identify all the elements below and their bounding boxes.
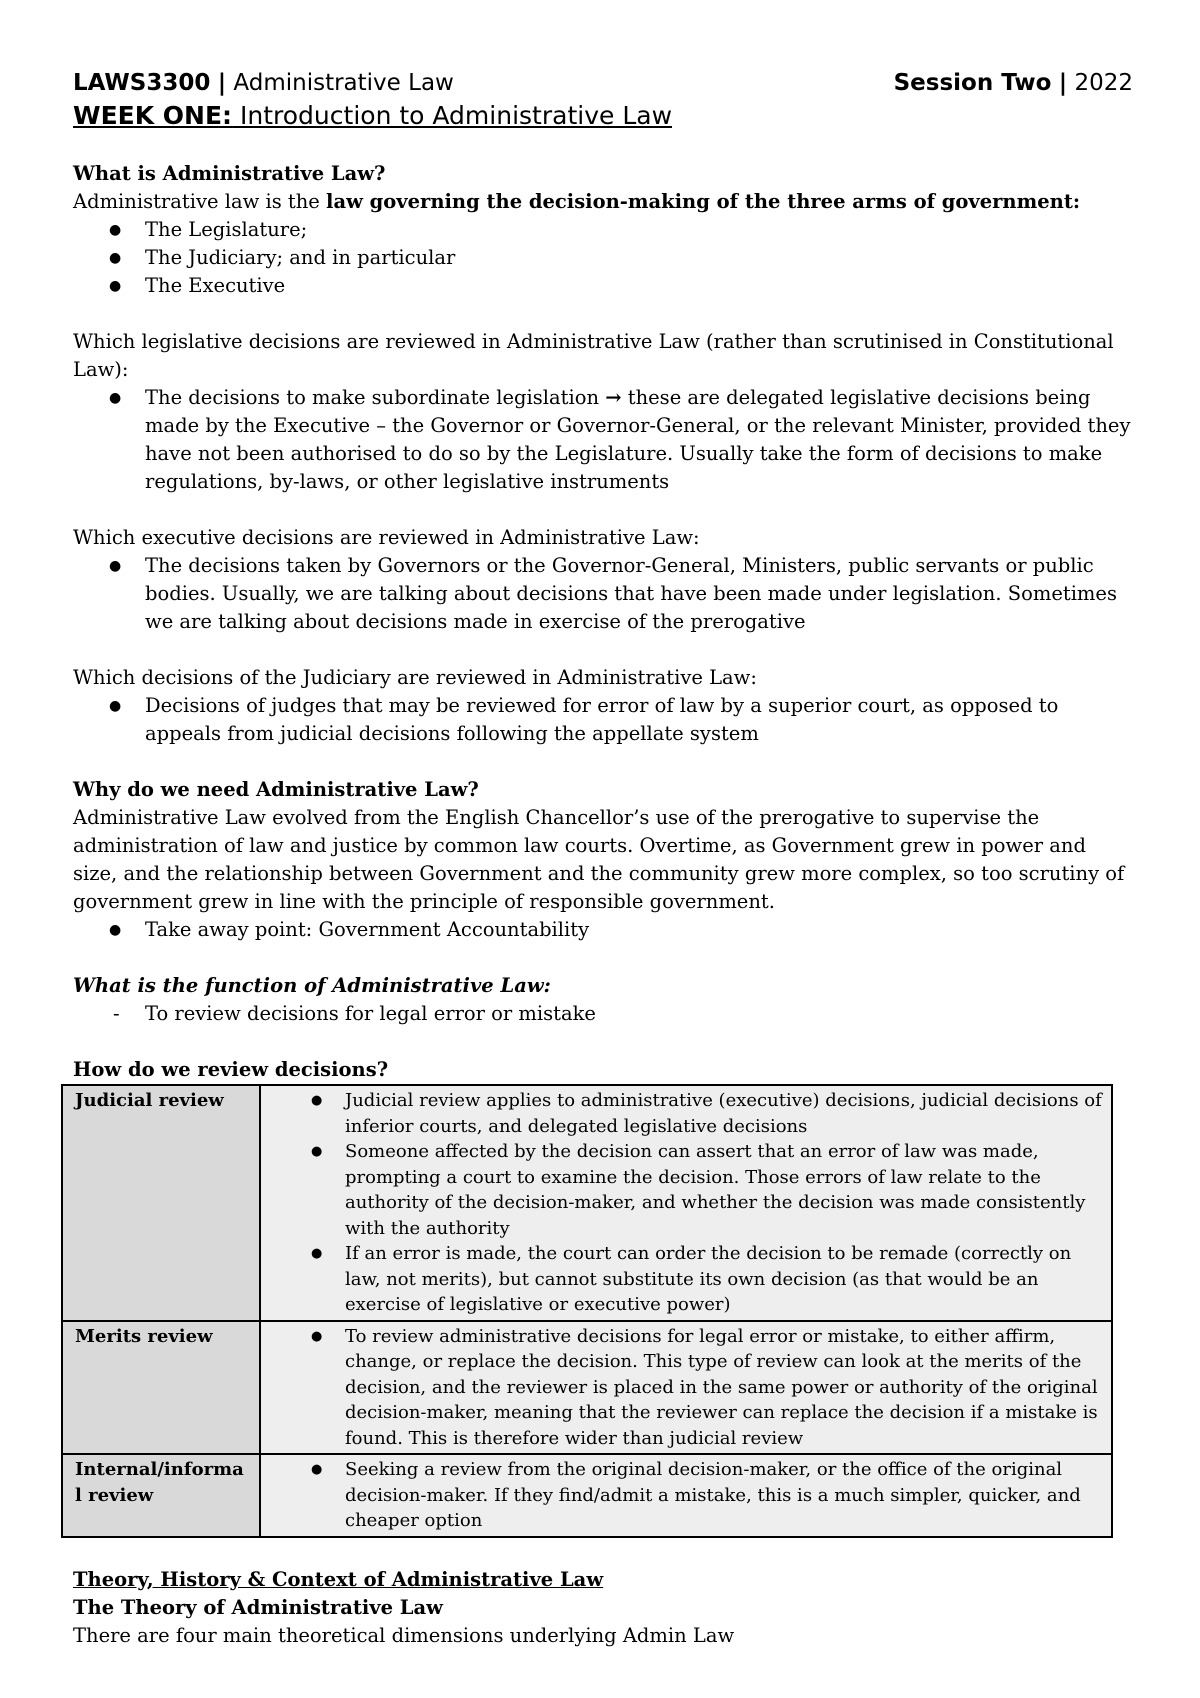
session-separator: | [1058,70,1068,96]
why-heading: Why do we need Administrative Law? [73,778,479,801]
week-title [73,101,672,130]
table-row [62,1321,1112,1455]
what-is-intro-prefix: Administrative law is the [73,190,327,213]
week-label: WEEK ONE: [73,101,233,130]
session-label: Session Two [893,70,1052,96]
legislative-question: Which legislative decisions are reviewed in Administrative Law (rather than scrutinised in Constitutional Law): [73,330,1114,381]
judiciary-list [73,692,1133,748]
list-item: ● To review administrative decisions for legal error or mistake, to either affirm, change, or replace the decision. This type of review can look at the merits of the decision, and the reviewer is placed in the same power or authority of the original decision-maker, meaning that the reviewer can replace the decision if a mistake is found. This is therefore wider than judicial review [261,1324,1103,1452]
week-topic: Introduction to Administrative Law [240,101,673,130]
review-type-label: Merits review [62,1321,260,1455]
legislative-bullet-prefix: The decisions to make subordinate legislation [145,386,606,409]
list-item: ● The Judiciary; and in particular [73,244,1133,272]
table-row [62,1085,1112,1321]
list-item: ● If an error is made, the court can order the decision to be remade (correctly on law, not merits), but cannot substitute its own decision (as that would be an exercise of legislative or executive power) [261,1241,1103,1318]
review-type-details [260,1321,1112,1455]
list-item: ● Judicial review applies to administrative (executive) decisions, judicial decisions of inferior courts, and delegated legislative decisions [261,1088,1103,1139]
legislative-list [73,384,1133,496]
course-code: LAWS3300 [73,70,211,96]
arms-list [73,216,1133,300]
executive-question: Which executive decisions are reviewed in Administrative Law: [73,526,700,549]
why-paragraph: Administrative Law evolved from the English Chancellor’s use of the prerogative to supervise the administration of law and justice by common law courts. Overtime, as Government grew in power and size, and the relationship between Government and the community grew more complex, so too scrutiny of government grew in line with the principle of responsible government. [73,806,1125,913]
list-item: ● The Executive [73,272,1133,300]
list-item: ● The Legislature; [73,216,1133,244]
list-item: ● Seeking a review from the original decision-maker, or the office of the original decision-maker. If they find/admit a mistake, this is a much simpler, quicker, and cheaper option [261,1457,1103,1534]
list-item: ● Take away point: Government Accountability [73,916,1133,944]
review-type-details [260,1454,1112,1537]
theory-heading: Theory, History & Context of Administrative Law [73,1567,604,1591]
review-type-details [260,1085,1112,1321]
session-year: 2022 [1074,70,1133,96]
list-item: ● The decisions taken by Governors or the Governor-General, Ministers, public servants or public bodies. Usually, we are talking about decisions that have been made under legislation. Sometimes we are talking about decisions made in exercise of the prerogative [73,552,1133,636]
what-is-intro [73,188,1133,216]
legislative-bullet-suffix: these are delegated legislative decisions being made by the Executive – the Governor or Governor-General, or the relevant Minister, provided they have not been authorised to do so by the Legislature. Usually take the form of decisions to make regulations, by-laws, or other legislative instruments [145,386,1131,493]
how-heading: How do we review decisions? [73,1058,389,1081]
theory-subheading: The Theory of Administrative Law [73,1595,443,1619]
function-heading: What is the function of Administrative Law: [73,974,551,997]
course-heading [73,70,454,96]
list-item: ● Someone affected by the decision can assert that an error of law was made, prompting a court to examine the decision. Those errors of law relate to the authority of the decision-maker, and whether the decision was made consistently with the authority [261,1139,1103,1241]
header-separator: | [217,70,227,96]
course-name: Administrative Law [233,70,454,96]
list-item [73,384,1133,496]
what-is-intro-bold: law governing the decision-making of the three arms of government: [326,190,1081,213]
review-type-label: Internal/informa l review [62,1454,260,1537]
what-is-heading: What is Administrative Law? [73,162,386,185]
list-item: ● Decisions of judges that may be reviewed for error of law by a superior court, as opposed to appeals from judicial decisions following the appellate system [73,692,1133,748]
executive-list [73,552,1133,636]
judiciary-question: Which decisions of the Judiciary are reviewed in Administrative Law: [73,666,757,689]
session-heading [894,70,1133,96]
table-row [62,1454,1112,1537]
review-table [61,1084,1113,1538]
document-header [73,70,1133,100]
document-body [73,160,1133,1650]
review-type-label: Judicial review [62,1085,260,1321]
arrow-icon: → [605,386,622,409]
function-list [73,1000,1133,1028]
why-list [73,916,1133,944]
theory-intro: There are four main theoretical dimensions underlying Admin Law [73,1623,735,1647]
list-item: - To review decisions for legal error or mistake [73,1000,1133,1028]
